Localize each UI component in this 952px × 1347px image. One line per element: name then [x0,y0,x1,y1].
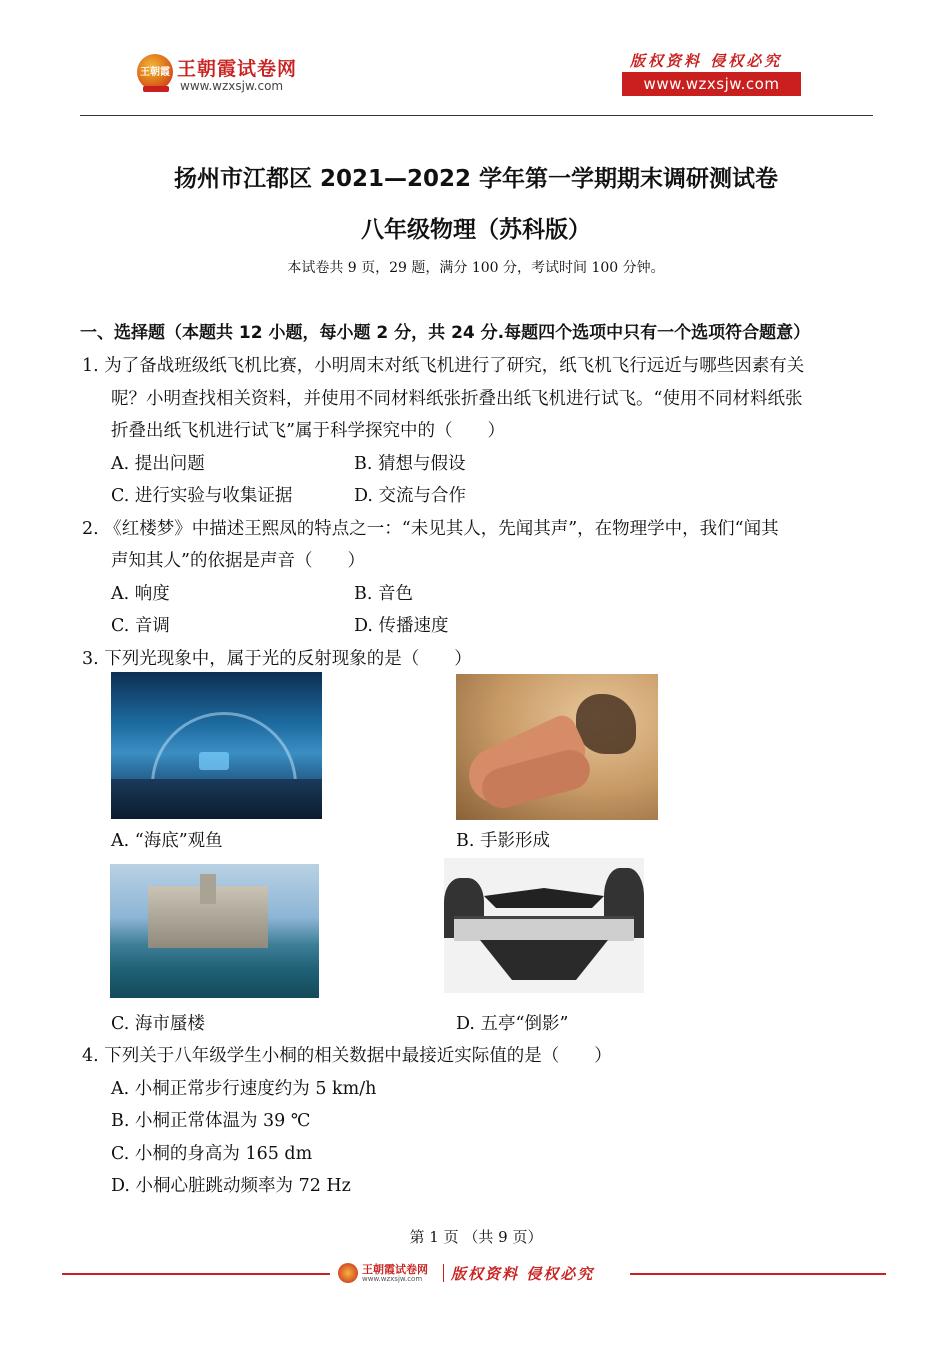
page-number: 第 1 页 （共 9 页） [409,1228,543,1246]
q2-option-d: D. 传播速度 [354,616,449,636]
logo-emblem-icon [137,54,173,90]
q1-option-a: A. 提出问题 [111,454,205,474]
q4-option-d: D. 小桐心脏跳动频率为 72 Hz [111,1176,351,1196]
five-pavilion-reflection-image [444,858,644,993]
header-copyright: 版权资料 侵权必究 [630,52,783,70]
logo-url: www.wzxsjw.com [180,79,284,93]
q4-option-b: B. 小桐正常体温为 39 ℃ [111,1111,311,1131]
q3-option-a: A. “海底”观鱼 [111,831,223,851]
q2-line2: 声知其人”的依据是声音（ ） [111,551,365,571]
q1-line1: 1. 为了备战班级纸飞机比赛，小明周末对纸飞机进行了研究，纸飞机飞行远近与哪些因素有关 [82,356,805,376]
q4-line1: 4. 下列关于八年级学生小桐的相关数据中最接近实际值的是（ ） [82,1046,612,1066]
q3-line1: 3. 下列光现象中，属于光的反射现象的是（ ） [82,649,472,669]
q1-option-c: C. 进行实验与收集证据 [111,486,293,506]
q2-option-c: C. 音调 [111,616,170,636]
footer-rule-right [630,1273,886,1275]
header-divider [80,115,873,116]
hand-shadow-image [456,674,658,820]
mirage-castle-image [110,864,319,998]
q3-option-c: C. 海市蜃楼 [111,1014,205,1034]
aquarium-tunnel-image [111,672,322,819]
footer-logo-name: 王朝霞试卷网 [362,1263,428,1276]
logo-ribbon [143,86,169,92]
q1-option-b: B. 猜想与假设 [354,454,466,474]
footer-separator [443,1264,444,1282]
footer-logo-url: www.wzxsjw.com [362,1275,423,1283]
q4-option-c: C. 小桐的身高为 165 dm [111,1144,313,1164]
footer-rule-left [62,1273,330,1275]
q3-option-d: D. 五亭“倒影” [456,1014,569,1034]
q2-option-b: B. 音色 [354,584,413,604]
exam-note: 本试卷共 9 页，29 题，满分 100 分，考试时间 100 分钟。 [287,260,665,276]
logo-name: 王朝霞试卷网 [177,58,298,80]
q1-line3: 折叠出纸飞机进行试飞”属于科学探究中的（ ） [111,421,505,441]
q2-option-a: A. 响度 [111,584,170,604]
q2-line1: 2. 《红楼梦》中描述王熙凤的特点之一：“未见其人，先闻其声”，在物理学中，我们“闻其 [82,519,779,539]
q3-option-b: B. 手影形成 [456,831,550,851]
q1-line2: 呢？小明查找相关资料，并使用不同材料纸张折叠出纸飞机进行试飞。“使用不同材料纸张 [111,389,803,409]
q1-option-d: D. 交流与合作 [354,486,467,506]
exam-subtitle: 八年级物理（苏科版） [361,217,591,243]
section-heading: 一、选择题（本题共 12 小题，每小题 2 分，共 24 分.每题四个选项中只有一个选项符合题意） [80,323,811,343]
header-url-box: www.wzxsjw.com [622,72,801,96]
exam-title: 扬州市江都区 2021—2022 学年第一学期期末调研测试卷 [173,166,779,192]
q4-option-a: A. 小桐正常步行速度约为 5 km/h [111,1079,377,1099]
logo-mark-text: 王朝霞 [140,67,170,78]
footer-logo-icon [338,1263,358,1283]
footer-copyright: 版权资料 侵权必究 [451,1265,595,1283]
